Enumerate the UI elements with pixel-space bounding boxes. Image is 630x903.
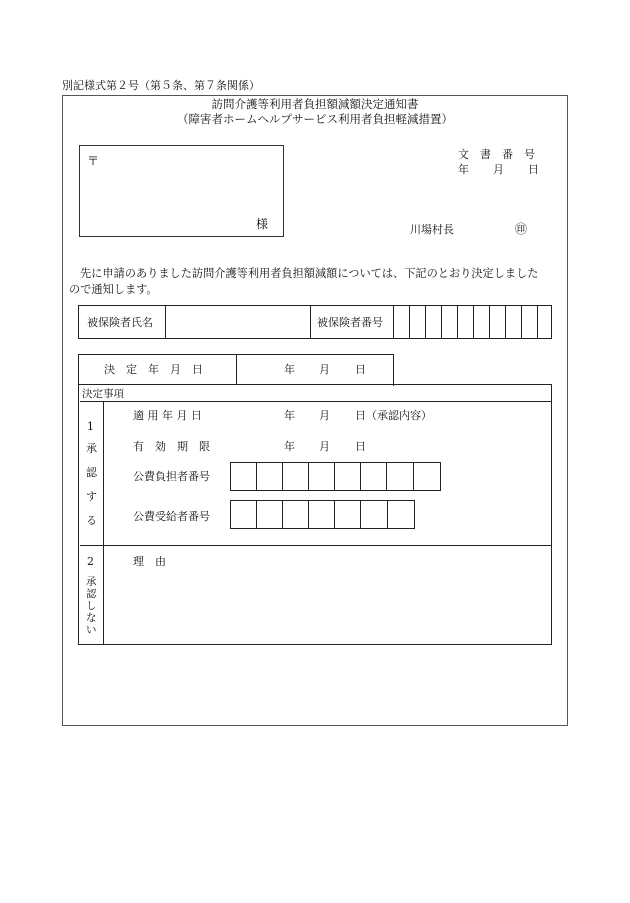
issue-month-label: 月 — [493, 163, 504, 176]
deny-side-char: 承 — [86, 576, 97, 588]
body-text-line2: ので通知します。 — [69, 283, 158, 296]
decision-month-label: 月 — [319, 363, 330, 376]
document-title: 訪問介護等利用者負担額減額決定通知書 — [211, 97, 419, 111]
form-label: 別記様式第２号（第５条、第７条関係） — [62, 79, 260, 92]
apply-year-label: 年 — [284, 409, 295, 422]
body-text-line1: 先に申請のありました訪問介護等利用者負担額減額については、下記のとおり決定しました — [80, 267, 539, 280]
deny-side-char: 認 — [86, 588, 97, 600]
deny-number: 2 — [87, 555, 94, 568]
issue-day-label: 日 — [528, 163, 539, 176]
postal-mark: 〒 — [87, 154, 100, 168]
document-number-label: 文 書 番 号 — [458, 148, 535, 161]
decision-date-label: 決 定 年 月 日 — [104, 363, 203, 376]
reason-field[interactable] — [110, 570, 545, 640]
apply-month-label: 月 — [319, 409, 330, 422]
seal-mark: ㊞ — [515, 222, 528, 236]
decision-year-label: 年 — [284, 363, 295, 376]
issuer-name: 川場村長 — [410, 223, 454, 236]
recipient-number-label: 公費受給者番号 — [133, 510, 210, 523]
valid-year-label: 年 — [284, 440, 295, 453]
valid-day-label: 日 — [355, 440, 366, 453]
decision-items-label: 決定事項 — [82, 388, 124, 400]
deny-side-char: い — [86, 624, 97, 636]
deny-side-char: し — [86, 600, 97, 612]
reason-label: 理 由 — [133, 555, 166, 568]
approve-number: 1 — [87, 420, 94, 433]
insured-name-label: 被保険者氏名 — [87, 316, 153, 329]
payer-number-grid[interactable] — [230, 462, 441, 491]
honorific-label: 様 — [256, 217, 269, 231]
issue-year-label: 年 — [458, 163, 469, 176]
insured-name-field[interactable] — [167, 307, 309, 337]
valid-period-label: 有 効 期 限 — [133, 440, 210, 453]
apply-day-label: 日（承認内容） — [355, 409, 432, 422]
approve-side-char: 承 — [86, 442, 97, 455]
payer-number-label: 公費負担者番号 — [133, 470, 210, 483]
insured-number-label: 被保険者番号 — [317, 316, 383, 329]
valid-month-label: 月 — [319, 440, 330, 453]
insured-number-digit-divider — [409, 306, 410, 338]
deny-side-char: な — [86, 612, 97, 624]
recipient-address-box[interactable] — [79, 145, 284, 237]
approve-side-char: る — [86, 514, 97, 527]
decision-day-label: 日 — [355, 363, 366, 376]
document-subtitle: （障害者ホームヘルプサービス利用者負担軽減措置） — [177, 112, 453, 126]
approve-side-char: す — [86, 490, 97, 503]
approve-side-char: 認 — [86, 466, 97, 479]
apply-date-label: 適 用 年 月 日 — [133, 409, 202, 422]
